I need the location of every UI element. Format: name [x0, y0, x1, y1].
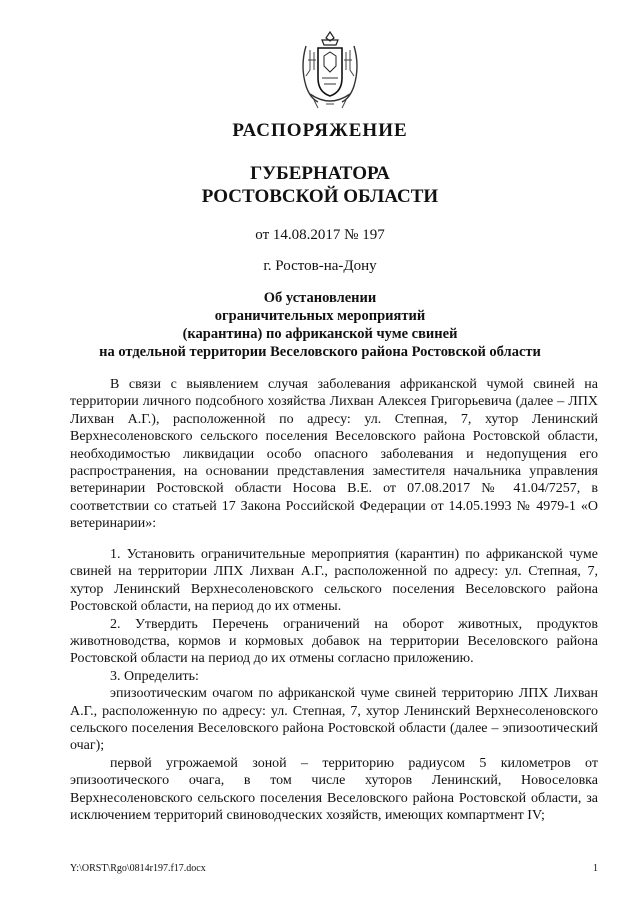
item-paragraph: эпизоотическим очагом по африканской чуме свиней территорию ЛПХ Лихван А.Г., расположенную по адресу: ул. Степная, 7, хутор Ленинский Верхнесоленовского сельского поселения Веселовского района Ростовской области (далее – эпизоотический очаг);	[70, 686, 598, 754]
item-paragraph: 1. Установить ограничительные мероприятия (карантин) по африканской чуме свиней на территории ЛПХ Лихван А.Г., расположенной по адресу: ул. Степная, 7, хутор Ленинский Верхнесоленовского сельского поселения Веселовского района Ростовской области, на период до их отмены.	[70, 547, 598, 615]
item-paragraph: 3. Определить:	[110, 668, 199, 684]
page-footer	[70, 863, 598, 874]
file-path: Y:\ORST\Rgo\0814r197.f17.docx	[70, 863, 206, 874]
document-date-number: от 14.08.2017 № 197	[255, 227, 385, 243]
subject-line: ограничительных мероприятий	[214, 308, 426, 324]
subject-line: на отдельной территории Веселовского района Ростовской области	[99, 344, 541, 360]
issuer-line-2: РОСТОВСКОЙ ОБЛАСТИ	[201, 186, 439, 207]
document-title: РАСПОРЯЖЕНИЕ	[232, 120, 408, 141]
page-number: 1	[593, 863, 598, 874]
subject-line: Об установлении	[263, 290, 377, 306]
item-paragraph: первой угрожаемой зоной – территорию радиусом 5 километров от эпизоотического очага, в том числе хуторов Ленинский, Новоселовка Верхнесоленовского сельского поселения Веселовского района Ростовской области, за исключением территорий свиноводческих хозяйств, имеющих компартмент IV;	[70, 755, 598, 824]
preamble-paragraph: В связи с выявлением случая заболевания африканской чумой свиней на территории личного подсобного хозяйства Лихван Алексея Григорьевича (далее – ЛПХ Лихван А.Г.), расположенной по адресу: ул. Степная, 7, хутор Ленинский Верхнесоленовского сельского поселения Веселовского района Ростовской области, необходимостью ликвидации особо опасного заболевания и недопущения его распространения, на основании представления заместителя начальника управления ветеринарии Ростовской области Носова В.Е. от 07.08.2017 № 41.04/7257, в соответствии со статьей 17 Закона Российской Федерации от 14.05.1993 № 4979-1 «О ветеринарии»:	[70, 377, 598, 532]
document-city: г. Ростов-на-Дону	[263, 258, 377, 274]
issuer-line-1: ГУБЕРНАТОРА	[250, 163, 390, 184]
coat-of-arms-emblem	[296, 30, 364, 112]
preamble-block	[70, 376, 598, 533]
items-block	[70, 546, 598, 825]
document-subject	[0, 289, 640, 361]
item-paragraph: 2. Утвердить Перечень ограничений на оборот животных, продуктов животноводства, кормов и кормовых добавок на территории Веселовского района Ростовской области на период до их отмены согласно приложению.	[70, 616, 598, 667]
subject-line: (карантина) по африканской чуме свиней	[182, 326, 458, 342]
